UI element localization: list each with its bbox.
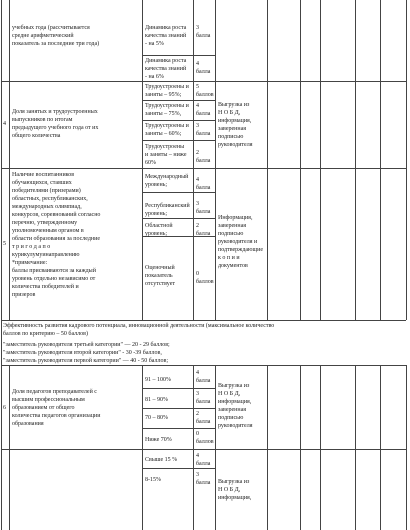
criterion-text-5: Наличие воспитанников обучающихся, ставших победителями (призерами) областных, республиканских, международных олимпиад, конкурсов, соревнований согласно перечню, утвержденному уполномоченным органом в области образования за последние т р и г о д а п о курикулумуинаправлению *примечание: баллы присваиваются за каждый уровень отдельно независимо от количества победителей и призеров bbox=[12, 172, 101, 298]
band-title: Эффективность развития кадрового потенциала, инновационной деятельности (максимальное количество баллов по критерию – 50 баллов) bbox=[3, 323, 275, 337]
indicator-5-2: Республиканский уровень; bbox=[145, 203, 190, 217]
col-sep-e4-2 bbox=[380, 365, 381, 530]
col-sep-criterion-2 bbox=[142, 365, 143, 530]
col-sep-e3 bbox=[355, 0, 356, 320]
col-sep-e1-2 bbox=[300, 365, 301, 530]
score-a-1: 3 балла bbox=[196, 25, 211, 39]
indicator-7-1: Свыше 15 % bbox=[145, 457, 178, 463]
row-rule-6-1 bbox=[142, 388, 215, 389]
row-rule-4-2 bbox=[142, 120, 215, 121]
col-sep-e2-2 bbox=[320, 365, 321, 530]
score-5-4: 0 баллов bbox=[196, 271, 214, 285]
col-sep-e3-2 bbox=[355, 365, 356, 530]
indicator-4-1: Трудоустроены и заняты – 95%; bbox=[145, 84, 189, 98]
row-rule-6-2 bbox=[142, 408, 215, 409]
source-6: Выгрузка из Н О Б Д, информация, заверенная подписью руководителя bbox=[218, 383, 253, 429]
score-6-4: 0 баллов bbox=[196, 431, 214, 445]
source-4: Выгрузка из Н О Б Д, информация, заверенная подписью руководителя bbox=[218, 102, 253, 148]
row-rule-5-1 bbox=[142, 192, 215, 193]
score-5-2: 3 балла bbox=[196, 201, 211, 215]
indicator-4-4: Трудоустроены и заняты – ниже 60% bbox=[145, 144, 187, 166]
score-4-4: 2 балла bbox=[196, 150, 211, 164]
score-6-2: 3 балла bbox=[196, 391, 211, 405]
col-sep-indicator bbox=[193, 0, 194, 320]
band-line-2: "заместитель руководителя второй категории" - 30 -39 баллов, bbox=[3, 350, 162, 356]
score-5-1: 4 балла bbox=[196, 177, 211, 191]
col-sep-e2 bbox=[320, 0, 321, 320]
row-number-6: 6 bbox=[3, 405, 6, 411]
score-5-3: 2 балла bbox=[196, 223, 211, 237]
col-sep-score-2 bbox=[215, 365, 216, 530]
score-a-2: 4 балла bbox=[196, 61, 211, 75]
row-rule-4-3 bbox=[142, 140, 215, 141]
indicator-6-2: 81 – 90% bbox=[145, 397, 168, 403]
band-line-3: "заместитель руководителя первой категории" — 40 - 50 баллов; bbox=[3, 358, 168, 364]
table-border-right-lower bbox=[406, 365, 407, 530]
criterion-text-a: учебных года (рассчитывается средне арифметический показатель за последние три года) bbox=[12, 25, 100, 47]
row-rule-4-end bbox=[1, 168, 406, 169]
col-sep-indicator-2 bbox=[193, 365, 194, 530]
band-line-1: "заместитель руководителя третьей категории" — 20 - 29 баллов; bbox=[3, 342, 170, 348]
table-border-left bbox=[1, 0, 2, 530]
col-sep-source-2 bbox=[267, 365, 268, 530]
indicator-6-1: 91 – 100% bbox=[145, 377, 171, 383]
criterion-text-4: Доля занятых и трудоустроенных выпускников по итогам предыдущего учебного года от их общего количества bbox=[12, 109, 99, 139]
score-4-2: 4 балла bbox=[196, 103, 211, 117]
indicator-4-3: Трудоустроены и заняты – 60%; bbox=[145, 123, 189, 137]
row-rule-7-1 bbox=[142, 468, 215, 469]
source-7: Выгрузка из Н О Б Д, информация, bbox=[218, 479, 252, 501]
indicator-a-1: Динамика роста качества знаний - на 5% bbox=[145, 25, 187, 47]
row-number-5: 5 bbox=[3, 241, 6, 247]
col-sep-criterion bbox=[142, 0, 143, 320]
indicator-4-2: Трудоустроены и заняты – 75%, bbox=[145, 103, 189, 117]
col-sep-num bbox=[9, 0, 10, 320]
indicator-7-2: 8-15% bbox=[145, 477, 161, 483]
row-rule-4-1 bbox=[142, 100, 215, 101]
col-sep-score bbox=[215, 0, 216, 320]
row-rule-5-end bbox=[1, 320, 406, 321]
indicator-6-3: 70 – 80% bbox=[145, 415, 168, 421]
indicator-5-1: Международный уровень; bbox=[145, 174, 189, 188]
band-top bbox=[1, 365, 406, 366]
col-sep-num-2 bbox=[9, 365, 10, 530]
row-rule-a-end bbox=[1, 81, 406, 82]
row-rule-6-end bbox=[1, 449, 406, 450]
score-7-2: 3 балла bbox=[196, 472, 211, 486]
col-sep-source bbox=[267, 0, 268, 320]
indicator-a-2: Динамика роста качества знаний - на 6% bbox=[145, 58, 187, 80]
col-sep-e4 bbox=[380, 0, 381, 320]
indicator-6-4: Ниже 70% bbox=[145, 437, 172, 443]
row-rule-5-2 bbox=[142, 218, 215, 219]
table-border-right bbox=[406, 0, 407, 320]
indicator-5-3: Областной уровень; bbox=[145, 223, 173, 237]
row-rule-6-3 bbox=[142, 428, 215, 429]
row-number-4: 4 bbox=[3, 121, 6, 127]
col-sep-e1 bbox=[300, 0, 301, 320]
indicator-5-4: Оценочный показатель отсутствует bbox=[145, 265, 176, 287]
source-5: Информация, заверенная подписью руководителя и подтверждающие к о п и и документов bbox=[218, 215, 264, 269]
score-7-1: 4 балла bbox=[196, 453, 211, 467]
score-6-3: 2 балла bbox=[196, 411, 211, 425]
score-4-3: 3 балла bbox=[196, 123, 211, 137]
score-4-1: 5 баллов bbox=[196, 84, 214, 98]
criterion-text-6: Доля педагогов преподавателей с высшим профессиональным образованием от общего количества педагогов организации образования bbox=[12, 389, 101, 427]
row-rule-a1 bbox=[142, 55, 215, 56]
score-6-1: 4 балла bbox=[196, 370, 211, 384]
